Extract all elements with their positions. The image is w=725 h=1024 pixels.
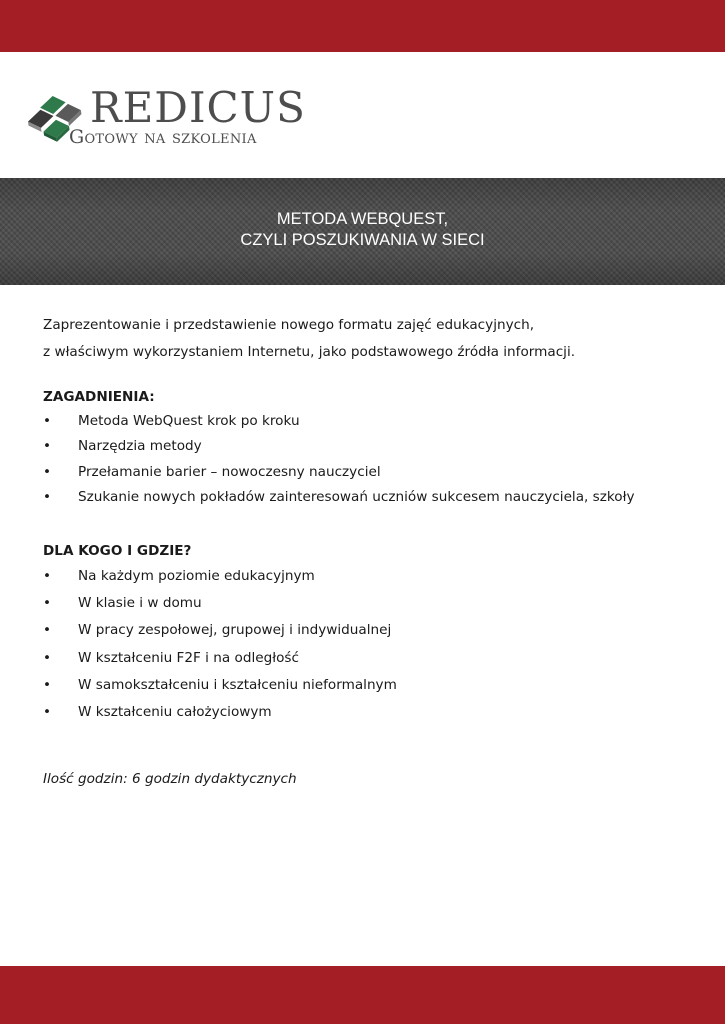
list-item-text: Na każdym poziomie edukacyjnym [78, 568, 315, 584]
bullet-icon: • [43, 568, 52, 584]
page-title [0, 209, 725, 251]
list-item-text: Metoda WebQuest krok po kroku [78, 413, 300, 429]
list-item [43, 460, 635, 485]
intro-line-1: Zaprezentowanie i przedstawienie nowego formatu zajęć edukacyjnych, [43, 317, 535, 333]
list-item [43, 563, 397, 590]
list-item [43, 409, 635, 434]
list-item [43, 617, 397, 644]
intro-line-2: z właściwym wykorzystaniem Internetu, jako podstawowego źródła informacji. [43, 344, 576, 360]
bullet-icon: • [43, 704, 52, 721]
page-title-line-2: CZYLI POSZUKIWANIA W SIECI [240, 231, 485, 249]
bottom-red-bar [0, 966, 725, 1024]
list-item-text: W klasie i w domu [78, 595, 202, 612]
list-item [43, 672, 397, 699]
list-item-text: W kształceniu F2F i na odległość [78, 649, 299, 666]
logo-name: REDICUS [90, 83, 306, 132]
list-item [43, 590, 397, 617]
bullet-icon: • [43, 488, 52, 505]
bullet-icon: • [43, 649, 52, 666]
top-red-bar [0, 0, 725, 52]
list-item [43, 434, 635, 459]
logo-tagline [69, 126, 257, 148]
intro-paragraph [43, 312, 693, 366]
topics-heading: ZAGADNIENIA: [43, 389, 155, 405]
list-item-text: Narzędzia metody [78, 438, 202, 455]
list-item-text: W samokształceniu i kształceniu nieformalnym [78, 676, 397, 693]
list-item-text: Przełamanie barier – nowoczesny nauczyciel [78, 463, 381, 480]
hours-note: Ilość godzin: 6 godzin dydaktycznych [43, 771, 297, 787]
audience-heading: DLA KOGO I GDZIE? [43, 543, 192, 559]
list-item [43, 645, 397, 672]
bullet-icon: • [43, 595, 52, 612]
main-content [43, 312, 693, 787]
bullet-icon: • [43, 438, 52, 455]
list-item [43, 485, 635, 510]
bullet-icon: • [43, 676, 52, 693]
bullet-icon: • [43, 463, 52, 480]
list-item-text: W pracy zespołowej, grupowej i indywidualnej [78, 622, 392, 639]
topics-list [43, 409, 635, 510]
list-item-text: W kształceniu całożyciowym [78, 704, 272, 721]
bullet-icon: • [43, 622, 52, 639]
title-banner [0, 178, 725, 285]
company-logo [24, 83, 344, 152]
logo-tagline-text: Gotowy na szkolenia [69, 126, 257, 148]
page-title-line-1: METODA WEBQUEST, [276, 210, 449, 228]
list-item-text: Szukanie nowych pokładów zainteresowań uczniów sukcesem nauczyciela, szkoły [78, 488, 635, 505]
audience-list [43, 563, 397, 726]
list-item [43, 699, 397, 726]
bullet-icon: • [43, 413, 52, 429]
